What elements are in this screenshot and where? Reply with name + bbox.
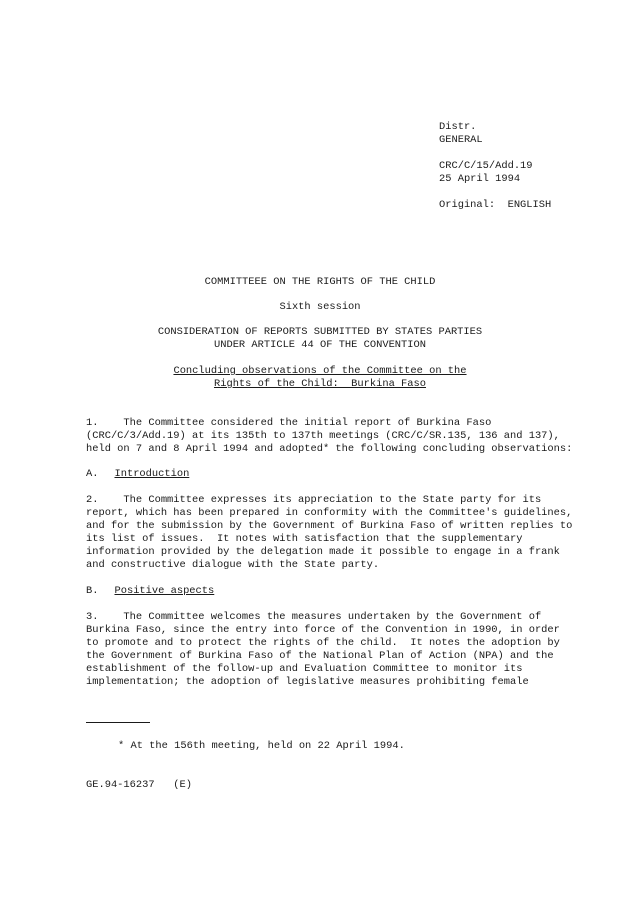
paragraph-line: 3. The Committee welcomes the measures undertaken by the Government of	[86, 611, 542, 623]
paragraph-line: establishment of the follow-up and Evaluation Committee to monitor its	[86, 663, 523, 675]
section-b-title: Positive aspects	[114, 585, 215, 597]
document-symbol: CRC/C/15/Add.19	[439, 160, 533, 172]
paragraph-line: held on 7 and 8 April 1994 and adopted* the following concluding observations:	[86, 443, 573, 455]
consideration-title-line-1: CONSIDERATION OF REPORTS SUBMITTED BY STATES PARTIES	[157, 326, 483, 338]
paragraph-line: (CRC/C/3/Add.19) at its 135th to 137th meetings (CRC/C/SR.135, 136 and 137),	[86, 430, 560, 442]
concluding-title-text-2: Rights of the Child: Burkina Faso	[213, 378, 426, 390]
distribution-label: Distr.	[439, 121, 477, 133]
paragraph-line: 1. The Committee considered the initial report of Burkina Faso	[86, 417, 492, 429]
original-language: Original: ENGLISH	[439, 199, 552, 211]
paragraph-line: information provided by the delegation made it possible to engage in a frank	[86, 546, 560, 558]
section-a-heading	[86, 468, 189, 481]
committee-title: COMMITTEEE ON THE RIGHTS OF THE CHILD	[204, 276, 436, 288]
paragraph-line: the Government of Burkina Faso of the National Plan of Action (NPA) and the	[86, 650, 554, 662]
section-a-letter: A.	[86, 468, 99, 480]
paragraph-line: and for the submission by the Government of Burkina Faso of written replies to	[86, 520, 573, 532]
consideration-title-line-2: UNDER ARTICLE 44 OF THE CONVENTION	[213, 339, 426, 351]
section-a-title: Introduction	[114, 468, 190, 480]
paragraph-line: Burkina Faso, since the entry into force of the Convention in 1990, in order	[86, 624, 560, 636]
paragraph-1	[86, 417, 606, 456]
paragraph-line: its list of issues. It notes with satisfaction that the supplementary	[86, 533, 523, 545]
section-b-heading	[86, 585, 214, 598]
footnote-divider	[86, 722, 150, 723]
paragraph-line: to promote and to protect the rights of the child. It notes the adoption by	[86, 637, 560, 649]
concluding-title-text-1: Concluding observations of the Committee on the	[173, 365, 467, 377]
paragraph-2	[86, 494, 606, 572]
paragraph-line: report, which has been prepared in conformity with the Committee's guidelines,	[86, 507, 573, 519]
paragraph-3	[86, 611, 606, 689]
document-date: 25 April 1994	[439, 173, 521, 185]
concluding-title-line-1	[0, 365, 640, 378]
session-title: Sixth session	[279, 301, 361, 313]
paragraph-line: and constructive dialogue with the State party.	[86, 559, 380, 571]
section-b-letter: B.	[86, 585, 99, 597]
distribution-value: GENERAL	[439, 134, 483, 146]
paragraph-line: 2. The Committee expresses its appreciation to the State party for its	[86, 494, 542, 506]
footnote: * At the 156th meeting, held on 22 April 1994.	[118, 740, 405, 752]
paragraph-line: implementation; the adoption of legislative measures prohibiting female	[86, 676, 529, 688]
concluding-title-line-2	[0, 378, 640, 391]
job-number: GE.94-16237 (E)	[86, 779, 193, 791]
